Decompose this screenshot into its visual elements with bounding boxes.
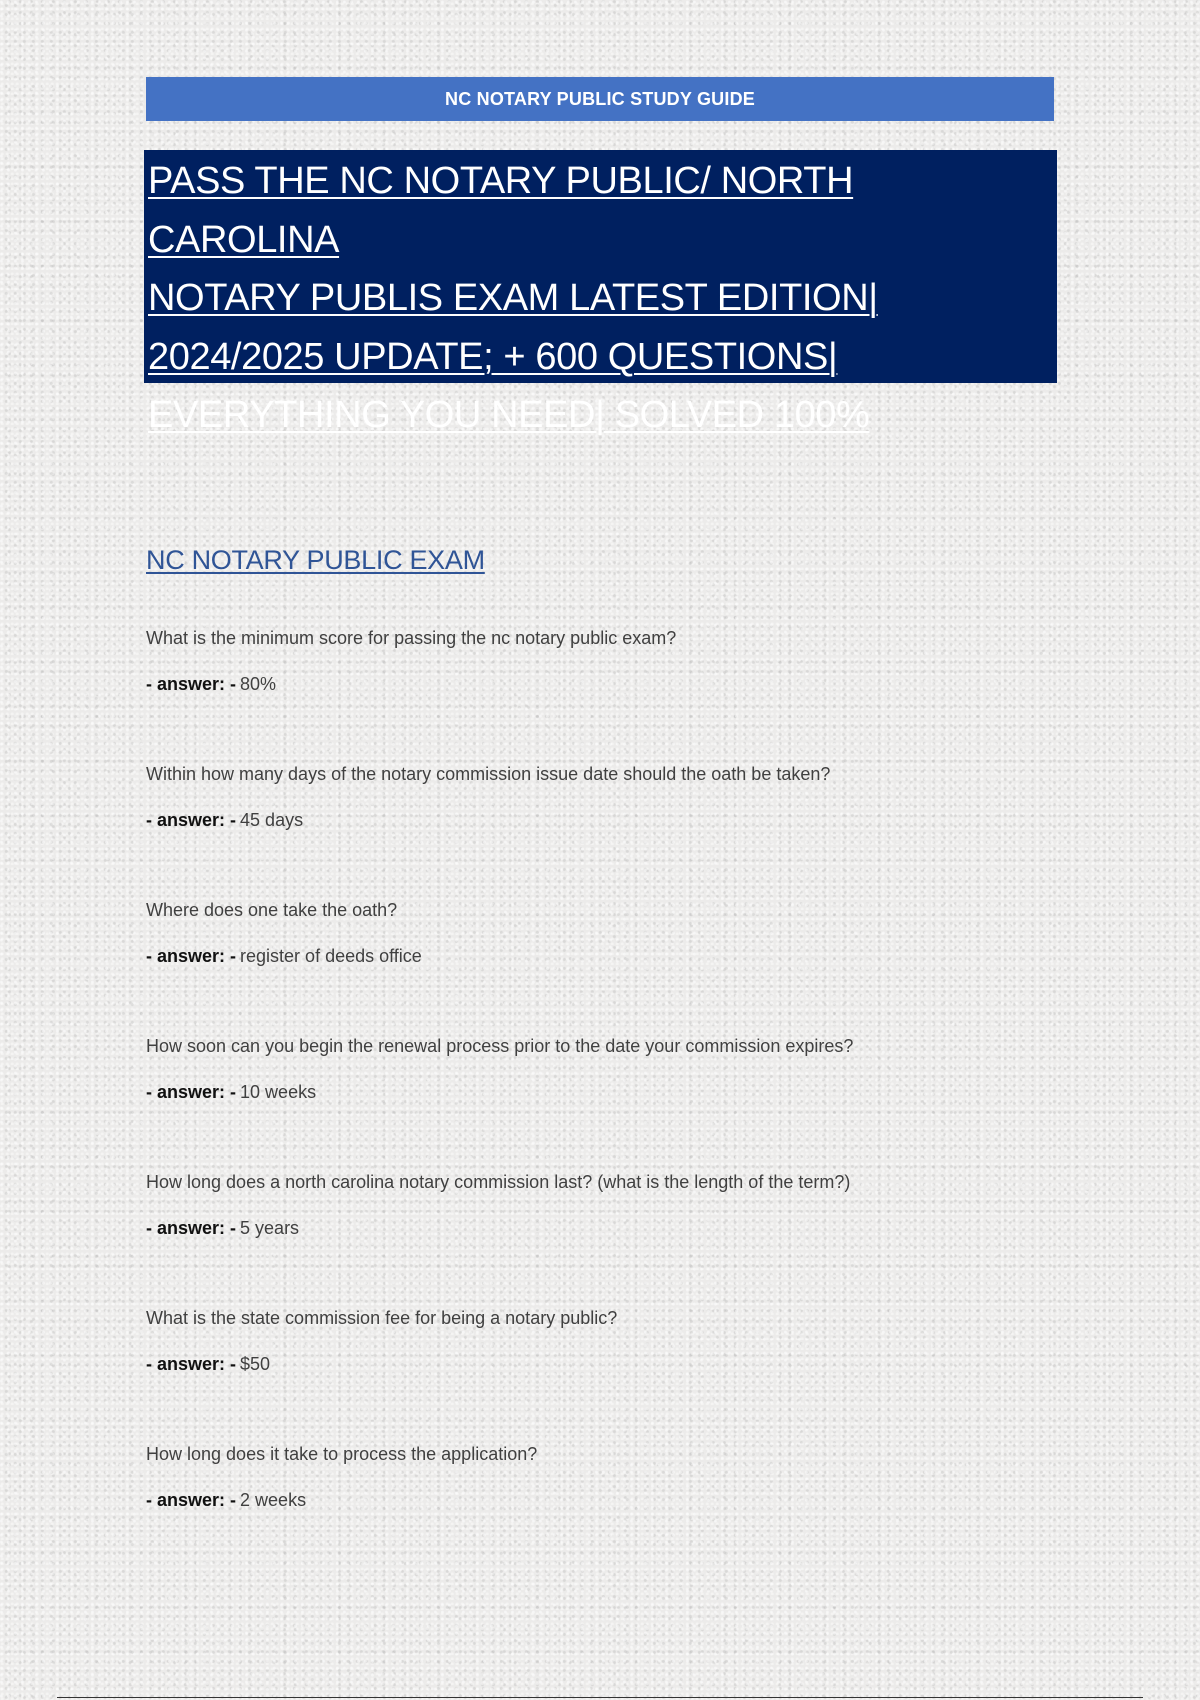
title-line: PASS THE NC NOTARY PUBLIC/ NORTH CAROLINA bbox=[148, 160, 854, 261]
title-line: NOTARY PUBLIS EXAM LATEST EDITION| bbox=[148, 277, 878, 319]
question-text: What is the minimum score for passing the nc notary public exam? bbox=[146, 628, 677, 648]
answer-value: $50 bbox=[240, 1354, 271, 1374]
title-line: 2024/2025 UPDATE; + 600 QUESTIONS| bbox=[148, 335, 838, 378]
question-text: Within how many days of the notary commission issue date should the oath be taken? bbox=[146, 764, 831, 784]
qa-item bbox=[146, 1308, 1096, 1444]
title-line: EVERYTHING YOU NEED| SOLVED 100% bbox=[148, 394, 870, 436]
answer-value: 5 years bbox=[240, 1218, 300, 1238]
study-guide-header bbox=[146, 77, 1054, 121]
qa-item bbox=[146, 1172, 1096, 1308]
question-text: How long does a north carolina notary commission last? (what is the length of the term?) bbox=[146, 1172, 851, 1192]
answer-label: - answer: - bbox=[146, 1218, 237, 1238]
document-title bbox=[148, 152, 1053, 445]
qa-list bbox=[146, 628, 1096, 1580]
answer-line bbox=[146, 810, 303, 831]
question-text: How long does it take to process the application? bbox=[146, 1444, 538, 1464]
qa-item bbox=[146, 628, 1096, 764]
qa-item bbox=[146, 900, 1096, 1036]
answer-value: register of deeds office bbox=[240, 946, 422, 966]
question-text: What is the state commission fee for being a notary public? bbox=[146, 1308, 618, 1328]
study-guide-header-label: NC NOTARY PUBLIC STUDY GUIDE bbox=[445, 89, 755, 109]
footer-divider bbox=[57, 1697, 1143, 1698]
answer-value: 45 days bbox=[240, 810, 304, 830]
answer-label: - answer: - bbox=[146, 1490, 237, 1510]
answer-value: 2 weeks bbox=[240, 1490, 307, 1510]
answer-line bbox=[146, 674, 276, 695]
answer-line bbox=[146, 1218, 299, 1239]
answer-line bbox=[146, 1082, 316, 1103]
qa-item bbox=[146, 1444, 1096, 1580]
answer-label: - answer: - bbox=[146, 1082, 237, 1102]
section-heading: NC NOTARY PUBLIC EXAM bbox=[146, 545, 485, 575]
document-title-box bbox=[144, 150, 1057, 436]
answer-label: - answer: - bbox=[146, 946, 237, 966]
answer-label: - answer: - bbox=[146, 674, 237, 694]
answer-value: 10 weeks bbox=[240, 1082, 317, 1102]
answer-line bbox=[146, 1490, 306, 1511]
answer-line bbox=[146, 946, 422, 967]
qa-item bbox=[146, 764, 1096, 900]
answer-line bbox=[146, 1354, 270, 1375]
answer-label: - answer: - bbox=[146, 1354, 237, 1374]
question-text: How soon can you begin the renewal process prior to the date your commission expires? bbox=[146, 1036, 854, 1056]
question-text: Where does one take the oath? bbox=[146, 900, 398, 920]
answer-label: - answer: - bbox=[146, 810, 237, 830]
qa-item bbox=[146, 1036, 1096, 1172]
answer-value: 80% bbox=[240, 674, 277, 694]
